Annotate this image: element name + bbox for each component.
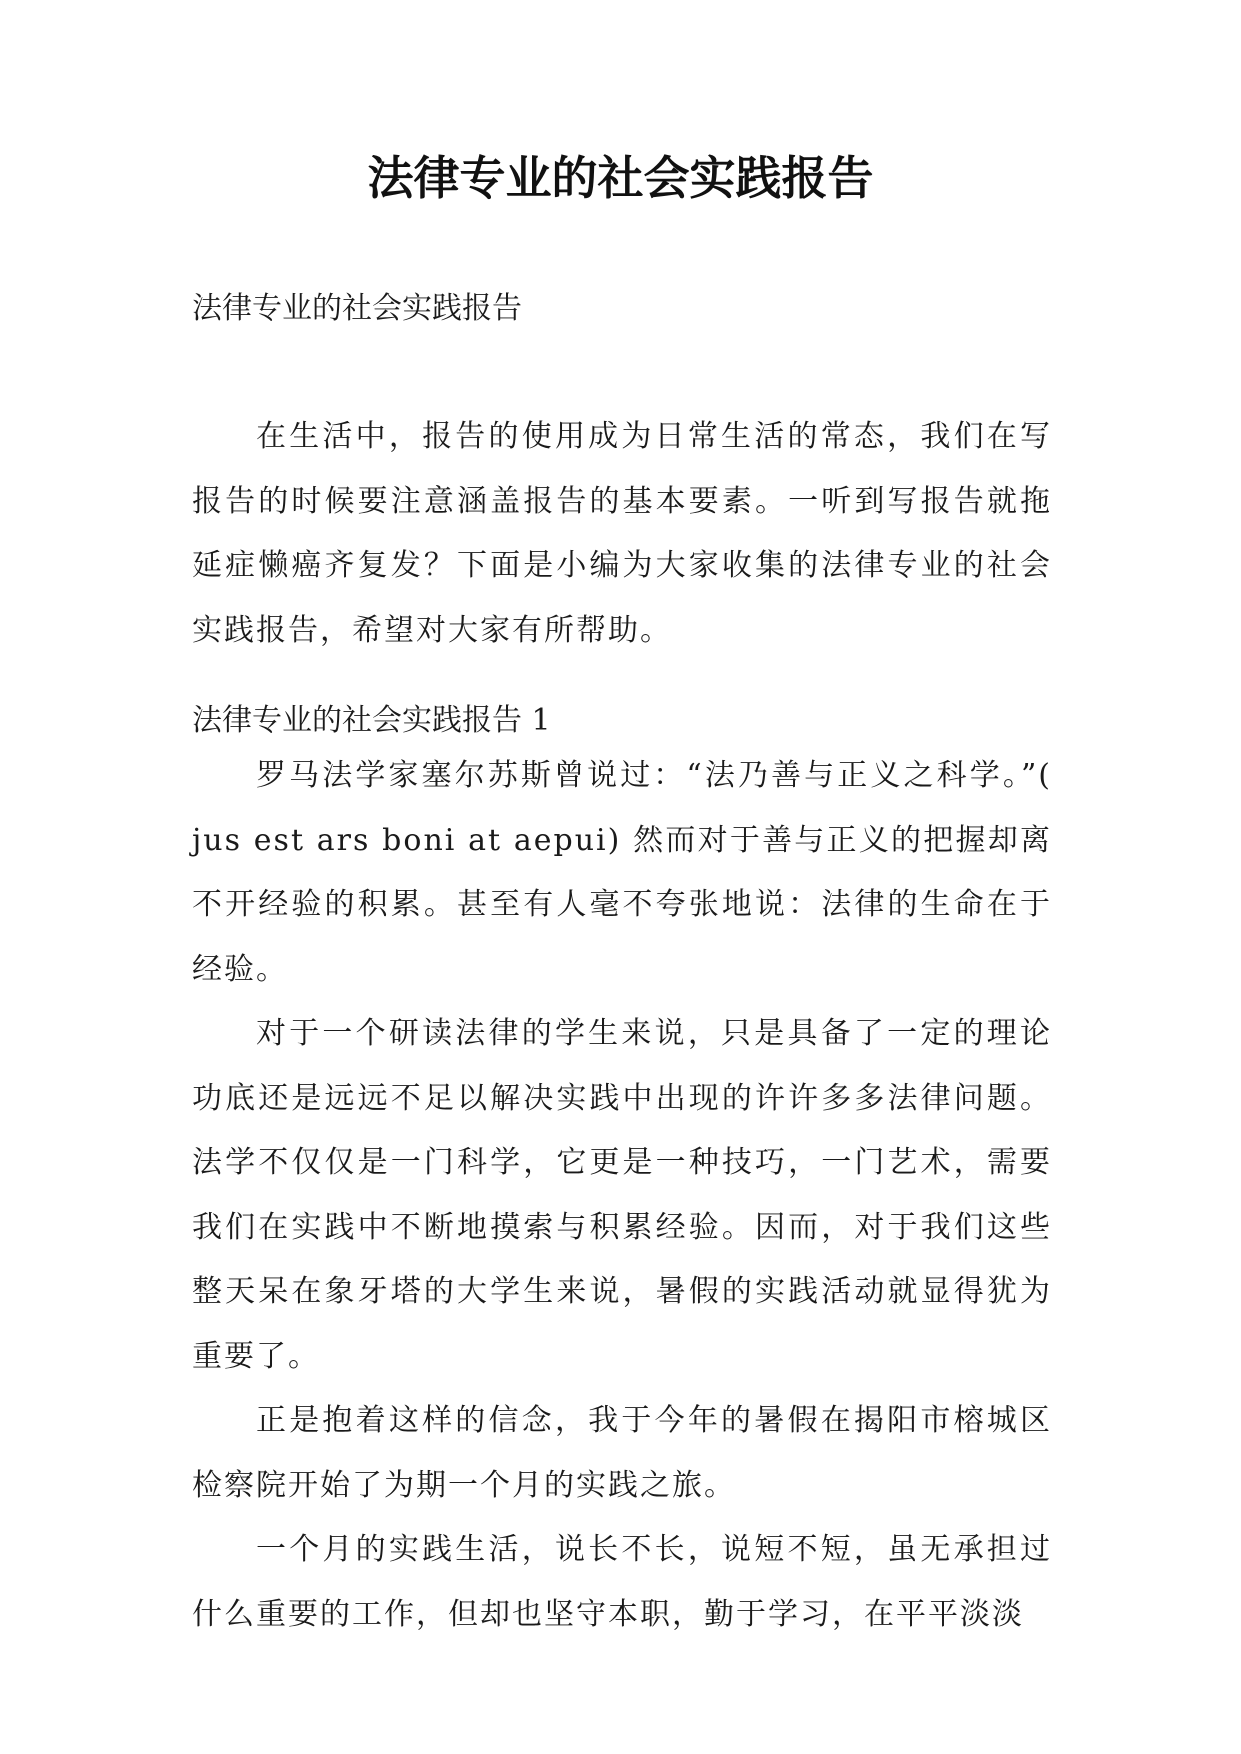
body-paragraph: 对于一个研读法律的学生来说，只是具备了一定的理论功底还是远远不足以解决实践中出现的许许多多法律问题。法学不仅仅是一门科学，它更是一种技巧，一门艺术，需要我们在实践中不断地摸索与积累经验。因而，对于我们这些整天呆在象牙塔的大学生来说，暑假的实践活动就显得犹为重要了。 <box>192 1016 1052 1374</box>
body-paragraph: 罗马法学家塞尔苏斯曾说过：“法乃善与正义之科学。”( jus est ars boni at aepui) 然而对于善与正义的把握却离不开经验的积累。甚至有人毫不夸张地说：法律的生命在于经验。 <box>192 758 1052 987</box>
body-paragraph: 正是抱着这样的信念，我于今年的暑假在揭阳市榕城区检察院开始了为期一个月的实践之旅。 <box>192 1403 1052 1503</box>
intro-block <box>192 405 1052 663</box>
section-heading: 法律专业的社会实践报告 1 <box>192 703 551 738</box>
body-paragraph: 一个月的实践生活，说长不长，说短不短，虽无承担过什么重要的工作，但却也坚守本职，勤于学习，在平平淡淡 <box>192 1532 1052 1632</box>
intro-paragraph: 在生活中，报告的使用成为日常生活的常态，我们在写报告的时候要注意涵盖报告的基本要素。一听到写报告就拖延症懒癌齐复发？下面是小编为大家收集的法律专业的社会实践报告，希望对大家有所帮助。 <box>192 419 1052 648</box>
section-body <box>192 744 1052 1647</box>
document-subtitle: 法律专业的社会实践报告 <box>192 291 522 326</box>
document-title: 法律专业的社会实践报告 <box>367 151 874 205</box>
